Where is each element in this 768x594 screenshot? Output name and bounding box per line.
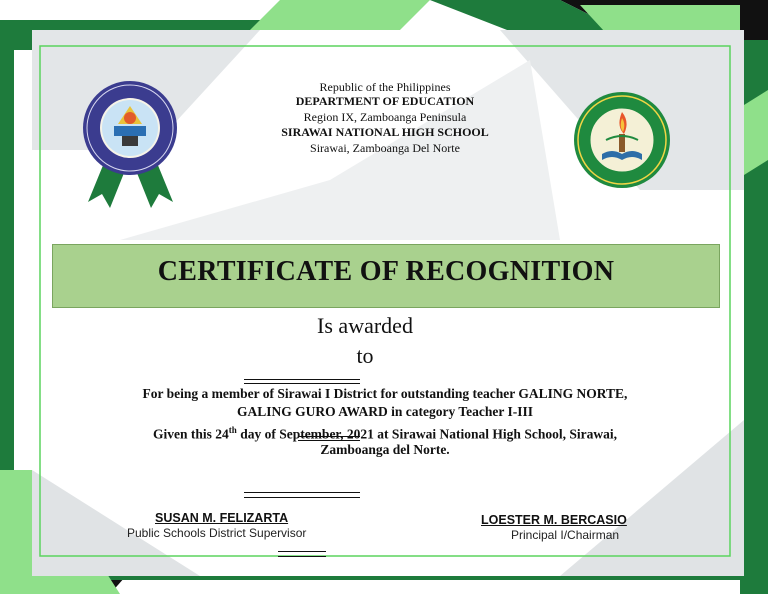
body-line3-post: day of September, 2021 at Sirawai National High School, Sirawai, [236,426,617,442]
school-seal-icon [572,90,672,190]
divider-rule [298,436,360,437]
signature-rule [244,497,360,498]
frame-light-band [250,0,430,30]
deped-seal-icon [78,80,183,215]
certificate-title: CERTIFICATE OF RECOGNITION [157,256,615,287]
header-school: SIRAWAI NATIONAL HIGH SCHOOL [281,125,489,139]
signatory-left-title: Public Schools District Supervisor [127,526,307,540]
awarded-line2: to [356,343,374,368]
signatory-right-name: LOESTER M. BERCASIO [481,513,627,527]
body-line2: GALING GURO AWARD in category Teacher I-III [236,404,533,419]
header-department: DEPARTMENT OF EDUCATION [295,94,475,108]
header-region: Region IX, Zamboanga Peninsula [303,110,467,124]
body-line3-sup: th [228,425,237,435]
body-line4: Zamboanga del Norte. [320,442,450,457]
divider-rule [244,379,360,380]
header-republic: Republic of the Philippines [319,80,451,94]
signature-rule [244,492,360,493]
signature-rule [278,556,326,557]
header-address: Sirawai, Zamboanga Del Norte [310,141,460,155]
body-line3-pre: Given this 24 [153,426,229,442]
signature-rule [278,551,326,552]
signatory-right-title: Principal I/Chairman [511,528,620,542]
divider-rule [244,383,360,384]
signatory-left-name: SUSAN M. FELIZARTA [155,511,289,525]
body-line1: For being a member of Sirawai I District for outstanding teacher GALING NORTE, [142,386,628,401]
awarded-line1: Is awarded [317,313,413,338]
